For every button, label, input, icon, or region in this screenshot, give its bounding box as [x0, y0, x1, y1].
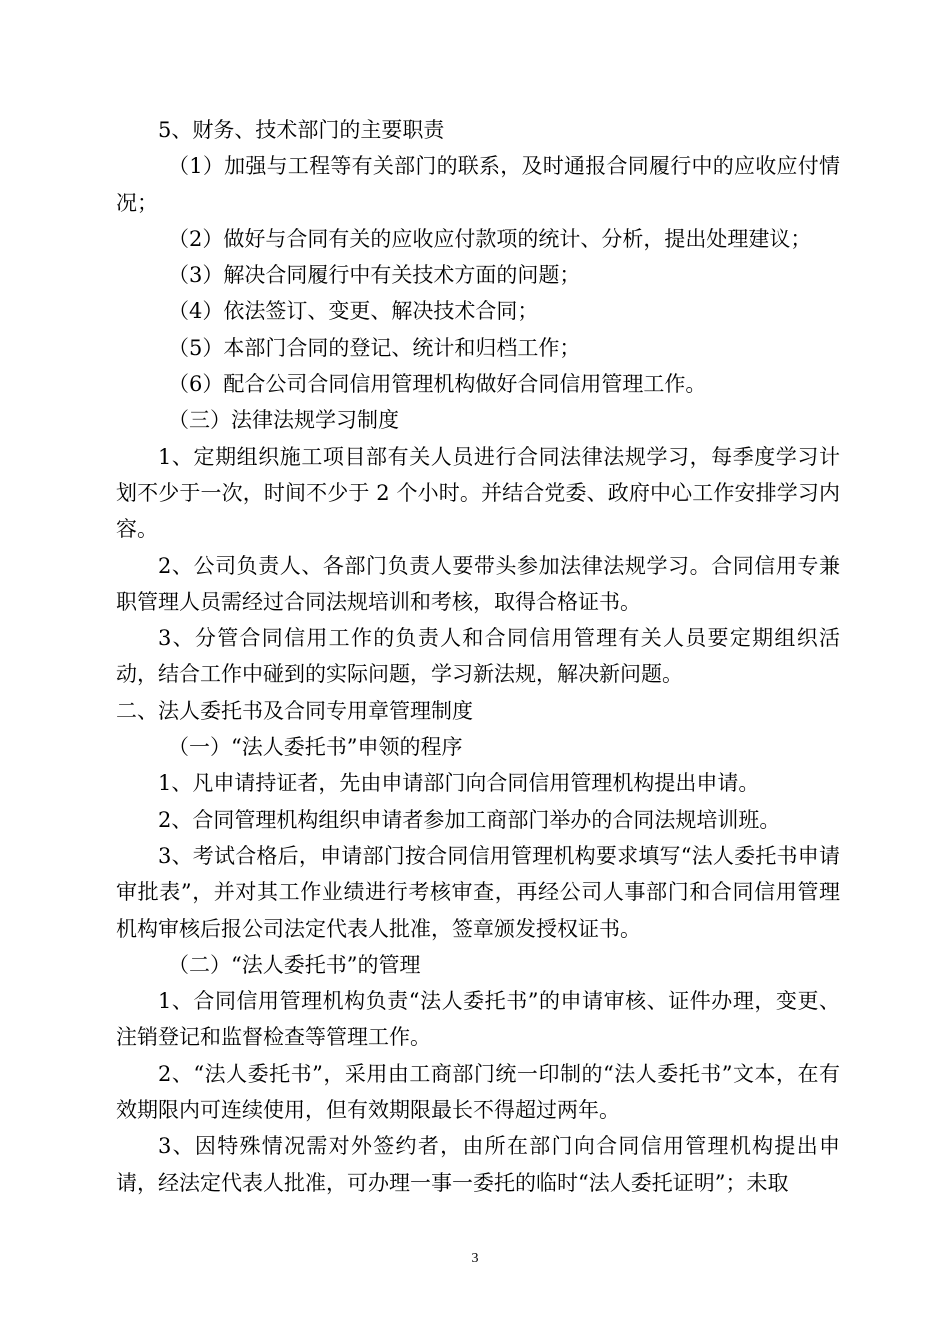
paragraph-item: 2、“法人委托书”，采用由工商部门统一印制的“法人委托书”文本，在有效期限内可连续使用，但有效期限最长不得超过两年。 — [116, 1061, 840, 1123]
paragraph-item: 2、公司负责人、各部门负责人要带头参加法律法规学习。合同信用专兼职管理人员需经过合同法规培训和考核，取得合格证书。 — [116, 553, 840, 614]
document-body — [116, 112, 840, 1201]
paragraph-item: 3、因特殊情况需对外签约者，由所在部门向合同信用管理机构提出申请，经法定代表人批准，可办理一事一委托的临时“法人委托证明”；未取 — [116, 1134, 840, 1195]
paragraph-item: （6）配合公司合同信用管理机构做好合同信用管理工作。 — [168, 372, 707, 397]
chapter-heading-authorization: 二、法人委托书及合同专用章管理制度 — [116, 698, 473, 723]
paragraph-item: （5）本部门合同的登记、统计和归档工作； — [168, 335, 581, 360]
section-heading-management: （二）“法人委托书”的管理 — [168, 952, 421, 977]
section-heading-law-study: （三）法律法规学习制度 — [168, 408, 399, 433]
paragraph-item: （4）依法签订、变更、解决技术合同； — [168, 299, 539, 324]
paragraph-item: （2）做好与合同有关的应收应付款项的统计、分析，提出处理建议； — [168, 226, 812, 251]
paragraph-item: 1、凡申请持证者，先由申请部门向合同信用管理机构提出申请。 — [158, 771, 760, 796]
paragraph-item: 2、合同管理机构组织申请者参加工商部门举办的合同法规培训班。 — [158, 807, 781, 832]
paragraph-item: （3）解决合同履行中有关技术方面的问题； — [168, 263, 581, 288]
page-number: 3 — [471, 1251, 479, 1266]
paragraph-item: 3、分管合同信用工作的负责人和合同信用管理有关人员要定期组织活动，结合工作中碰到的实际问题，学习新法规，解决新问题。 — [116, 626, 840, 687]
paragraph-item: （1）加强与工程等有关部门的联系，及时通报合同履行中的应收应付情况； — [116, 154, 840, 215]
paragraph-item: 1、定期组织施工项目部有关人员进行合同法律法规学习，每季度学习计划不少于一次，时间不少于 2 个小时。并结合党委、政府中心工作安排学习内容。 — [116, 444, 840, 542]
section-heading-application: （一）“法人委托书”申领的程序 — [168, 735, 463, 760]
paragraph-item: 1、合同信用管理机构负责“法人委托书”的申请审核、证件办理，变更、注销登记和监督检查等管理工作。 — [116, 989, 840, 1050]
paragraph-item: 3、考试合格后，申请部门按合同信用管理机构要求填写“法人委托书申请审批表”，并对其工作业绩进行考核审查，再经公司人事部门和合同信用管理机构审核后报公司法定代表人批准，签章颁发授权证书。 — [116, 843, 840, 941]
paragraph-heading-finance-tech: 5、财务、技术部门的主要职责 — [158, 118, 445, 142]
